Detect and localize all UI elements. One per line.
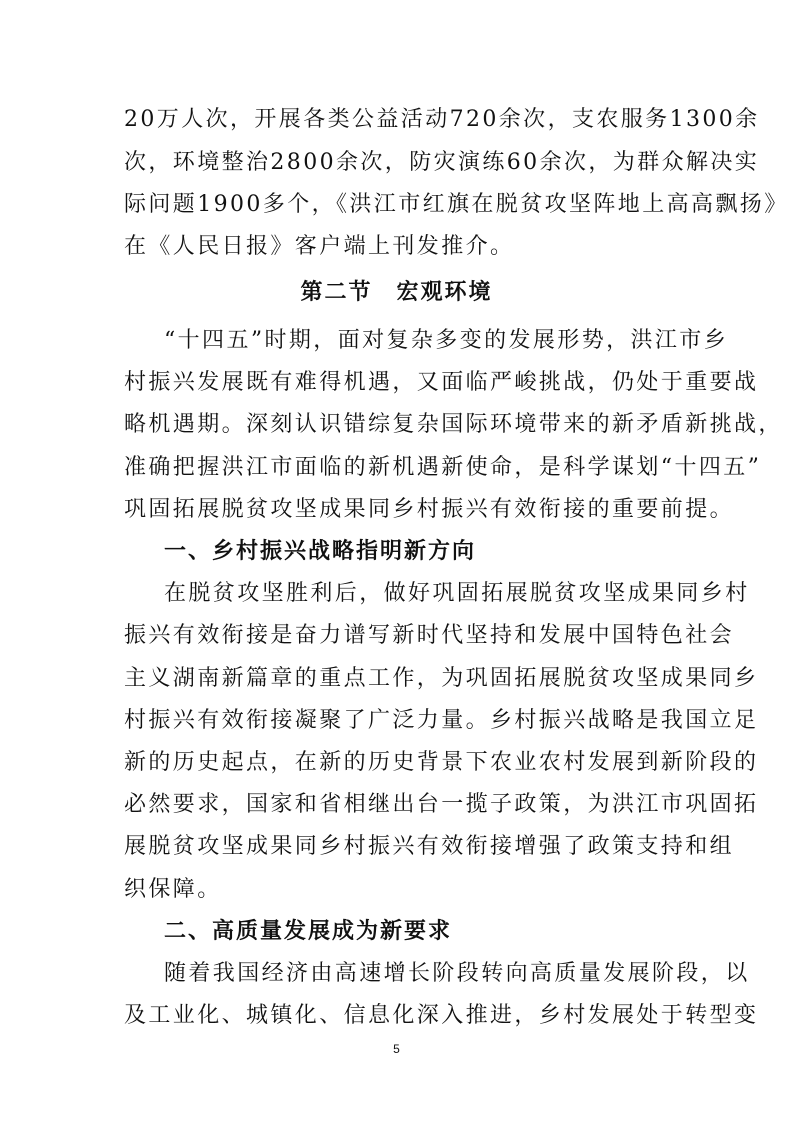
body-line: 展脱贫攻坚成果同乡村振兴有效衔接增强了政策支持和组 — [124, 834, 735, 859]
body-line: 次，环境整治2800余次，防灾演练60余次，为群众解决实 — [124, 150, 760, 175]
body-line: 振兴有效衔接是奋力谱写新时代坚持和发展中国特色社会 — [124, 623, 735, 648]
body-line: 必然要求，国家和省相继出台一揽子政策，为洪江市巩固拓 — [124, 792, 759, 817]
page-number: 5 — [393, 1042, 400, 1056]
body-line: 新的历史起点，在新的历史背景下农业农村发展到新阶段的 — [124, 750, 759, 775]
body-line: 准确把握洪江市面临的新机遇新使命，是科学谋划“十四五” — [124, 455, 762, 480]
body-line: 在《人民日报》客户端上刊发推介。 — [124, 234, 515, 259]
body-line: “十四五”时期，面对复杂多变的发展形势，洪江市乡 — [164, 328, 729, 353]
subheading: 二、高质量发展成为新要求 — [164, 919, 453, 944]
body-line: 织保障。 — [124, 877, 222, 902]
body-line: 在脱贫攻坚胜利后，做好巩固拓展脱贫攻坚成果同乡村 — [164, 581, 750, 606]
body-line: 巩固拓展脱贫攻坚成果同乡村振兴有效衔接的重要前提。 — [124, 497, 735, 522]
body-line: 主义湖南新篇章的重点工作，为巩固拓展脱贫攻坚成果同乡 — [124, 666, 759, 691]
body-line: 随着我国经济由高速增长阶段转向高质量发展阶段，以 — [164, 961, 750, 986]
body-line: 村振兴有效衔接凝聚了广泛力量。乡村振兴战略是我国立足 — [124, 708, 759, 733]
body-line: 略机遇期。深刻认识错综复杂国际环境带来的新矛盾新挑战， — [124, 412, 783, 437]
body-line: 村振兴发展既有难得机遇，又面临严峻挑战，仍处于重要战 — [124, 370, 759, 395]
body-line: 20万人次，开展各类公益活动720余次，支农服务1300余 — [124, 107, 760, 132]
subheading: 一、乡村振兴战略指明新方向 — [164, 539, 477, 564]
body-line: 际问题1900多个，《洪江市红旗在脱贫攻坚阵地上高高飘扬》 — [124, 192, 789, 217]
section-title: 第二节 宏观环境 — [300, 280, 493, 305]
body-line: 及工业化、城镇化、信息化深入推进，乡村发展处于转型变 — [124, 1003, 759, 1028]
